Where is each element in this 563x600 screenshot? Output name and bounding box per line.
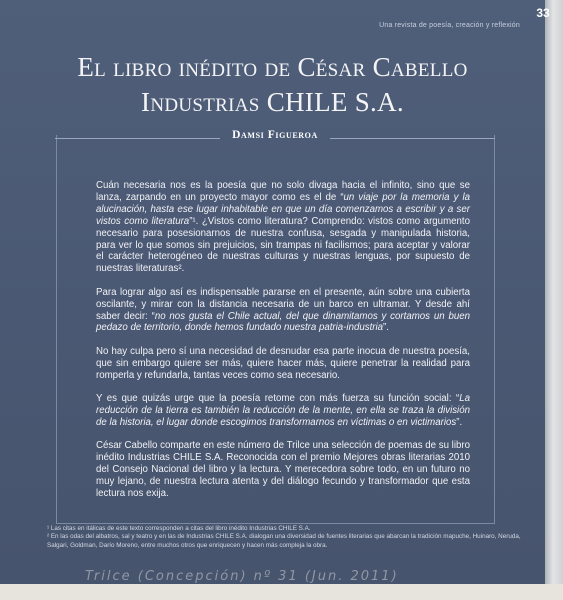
- author-name: Damsi Figueroa: [232, 129, 318, 141]
- body-paragraph: [96, 346, 470, 382]
- byline: [55, 128, 495, 142]
- bottom-strip: [0, 584, 563, 600]
- title-line-1: El libro inédito de César Cabello: [77, 52, 468, 82]
- quote-italic: La reducción de la tierra es también la reducción de la mente, en ella se traza la división de la historia, el lugar donde escogimos transformarnos en víctimas o en victimarios: [96, 393, 470, 428]
- footnotes: [47, 525, 527, 550]
- paragraph-text: Para lograr algo así es indispensable pararse en el presente, aún sobre una cubierta oscilante, y mirar con la distancia necesaria de un barco en ultramar. Y desde ahí saber decir: “: [96, 286, 470, 322]
- magazine-kicker: Una revista de poesía, creación y reflexión: [379, 22, 520, 29]
- paragraph-text: Cuán necesaria nos es la poesía que no solo divaga hacia el infinito, sino que se lanza, zarpando en un proyecto mayor como es el de “: [96, 180, 470, 203]
- body-paragraph: [96, 287, 470, 335]
- paragraph-text: ”.: [456, 416, 463, 428]
- article-body: [96, 180, 470, 511]
- quote-italic: no nos gusta el Chile actual, del que dinamitamos y cortamos un buen pedazo de territorio, donde hemos fundado nuestra patria-industria: [96, 310, 470, 334]
- page-edge: [536, 0, 563, 600]
- footnote: ¹ Las citas en itálicas de este texto corresponden a citas del libro inédito Industrias CHILE S.A.: [47, 525, 311, 532]
- byline-rule-right: [330, 138, 495, 139]
- paragraph-text: Y es que quizás urge que la poesía retome con más fuerza su función social: “: [96, 393, 460, 405]
- paragraph-text: ”.: [383, 322, 389, 334]
- page-number: 33: [536, 6, 550, 20]
- body-paragraph: [96, 440, 470, 500]
- paragraph-text: No hay culpa pero sí una necesidad de desnudar esa parte inocua de nuestra poesía, que sin embargo quiere ser más, quiere hacer más, quiere penetrar la realidad para romperla y refundarla, tantas veces como sea necesario.: [96, 345, 470, 381]
- byline-rule-left: [55, 138, 220, 139]
- quote-italic: un viaje por la memoria y la alucinación, hasta ese lugar inhabitable en que un día comenzamos a escribir y a ser vistos como literatura: [96, 191, 470, 227]
- paragraph-text: César Cabello comparte en este número de Trilce una selección de poemas de su libro inédito Industrias CHILE S.A. Reconocida con el premio Mejores obras literarias 2010 del Consejo Nacional del libro y la lectura. Y merecedora sobre todo, en un futuro no muy lejano, de nuestra lectura atenta y del diálogo fecundo y transformador que esta lectura nos exija.: [96, 440, 470, 499]
- footnote: ² En las odas del albatros, sal y teatro y en las de Industrias CHILE S.A. dialogan una diversidad de fuentes literarias que abarcan la tradición mapuche, Huinaro, Neruda, Salgari, Goldman, Darío Moreno, entre muchos otros que enriquecen y hacen más compleja la obra.: [47, 533, 521, 549]
- article-title: [20, 50, 525, 120]
- body-paragraph: [96, 393, 470, 429]
- title-line-2: Industrias CHILE S.A.: [141, 87, 404, 117]
- handwritten-note: Trilce (Concepción) nº 31 (Jun. 2011): [85, 569, 399, 584]
- paragraph-text: ”¹. ¿Vistos como literatura? Comprendo: vistos como argumento necesario para posesionarnos de nuestra confusa, sesgada y manipulada historia, para ver lo que somos sin prejuicios, sin trampas ni facilismos; para aceptar y valorar el carácter heterogéneo de nuestras culturas y nuestras lenguas, por supuesto de nuestras literaturas².: [96, 215, 470, 275]
- body-paragraph: [96, 180, 470, 275]
